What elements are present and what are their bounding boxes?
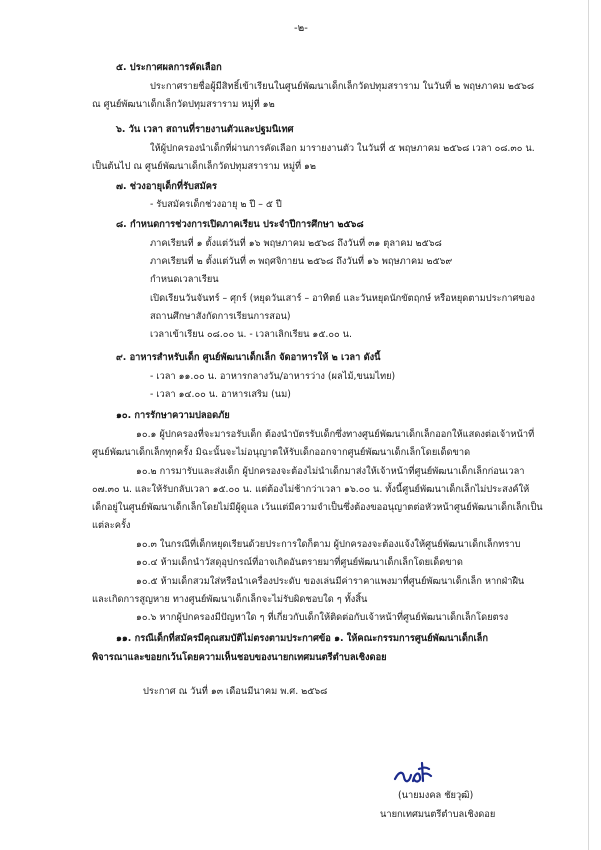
section-10-4: ๑๐.๔ ห้ามเด็กนำวัสดุอุปกรณ์ที่อาจเกิดอันตรายมาที่ศูนย์พัฒนาเด็กเล็กโดยเด็ดขาด [136, 557, 463, 568]
section-11-line-1: ๑๑. กรณีเด็กที่สมัครมีคุณสมบัติไม่ตรงตามประกาศข้อ ๑. ให้คณะกรรมการศูนย์พัฒนาเด็กเล็ก [116, 633, 489, 644]
signer-name: (นายมงคล ชัยวุฒิ) [398, 790, 474, 801]
section-8-heading: ๘. กำหนดการช่วงการเปิดภาคเรียน ประจำปีการศึกษา ๒๕๖๘ [116, 219, 364, 230]
section-8-line-2: ภาคเรียนที่ ๒ ตั้งแต่วันที่ ๓ พฤศจิกายน ๒๕๖๘ ถึงวันที่ ๑๖ พฤษภาคม ๒๕๖๙ [150, 256, 453, 267]
section-8-line-4: เปิดเรียนวันจันทร์ – ศุกร์ (หยุดวันเสาร์ – อาทิตย์ และวันหยุดนักขัตฤกษ์ หรือหยุดตามประกาศของ [150, 293, 535, 304]
section-6-heading: ๖. วัน เวลา สถานที่รายงานตัวและปฐมนิเทศ [116, 124, 294, 135]
section-10-2-line-2: ๐๗.๓๐ น. และให้รับกลับเวลา ๑๕.๐๐ น. แต่ต้องไม่ช้ากว่าเวลา ๑๖.๐๐ น. ทั้งนี้ศูนย์พัฒนาเด็กเล็กไม่ประสงค์ให้ [92, 484, 530, 495]
section-10-1-line-2: ศูนย์พัฒนาเด็กเล็กทุกครั้ง มิฉะนั้นจะไม่อนุญาตให้รับเด็กออกจากศูนย์พัฒนาเด็กเล็กโดยเด็ดขาด [92, 447, 471, 458]
section-9-line-1: - เวลา ๑๑.๐๐ น. อาหารกลางวัน/อาหารว่าง (ผลไม้,ขนมไทย) [150, 371, 396, 382]
section-10-2-line-4: แต่ละครั้ง [92, 520, 131, 531]
section-9-line-2: - เวลา ๑๔.๐๐ น. อาหารเสริม (นม) [150, 389, 291, 400]
section-6-line-2: เป็นต้นไป ณ ศูนย์พัฒนาเด็กเล็กวัดปทุมสราราม หมู่ที่ ๑๒ [92, 161, 317, 172]
section-5-heading: ๕. ประกาศผลการคัดเลือก [116, 62, 222, 73]
section-8-line-1: ภาคเรียนที่ ๑ ตั้งแต่วันที่ ๑๖ พฤษภาคม ๒๕๖๘ ถึงวันที่ ๓๑ ตุลาคม ๒๕๖๘ [150, 238, 442, 249]
scan-edge [588, 0, 589, 850]
section-10-1-line-1: ๑๐.๑ ผู้ปกครองที่จะมารอรับเด็ก ต้องนำบัตรรับเด็กซึ่งทางศูนย์พัฒนาเด็กเล็กออกให้แสดงต่อเจ้าหน้าที่ [136, 429, 535, 440]
section-10-2-line-3: เด็กอยู่ในศูนย์พัฒนาเด็กเล็กโดยไม่มีผู้ดูแล เว้นแต่มีความจำเป็นซึ่งต้องขออนุญาตต่อหัวหน้าศูนย์พัฒนาเด็กเล็กเป็น [92, 502, 543, 513]
section-10-5-line-2: และเกิดการสูญหาย ทางศูนย์พัฒนาเด็กเล็กจะไม่รับผิดชอบใด ๆ ทั้งสิ้น [92, 594, 368, 605]
section-7-heading: ๗. ช่วงอายุเด็กที่รับสมัคร [116, 181, 217, 192]
section-10-3: ๑๐.๓ ในกรณีที่เด็กหยุดเรียนด้วยประการใดก็ตาม ผู้ปกครองจะต้องแจ้งให้ศูนย์พัฒนาเด็กเล็กทราบ [136, 539, 521, 550]
signer-position: นายกเทศมนตรีตำบลเชิงดอย [380, 809, 496, 820]
section-7-line-1: - รับสมัครเด็กช่วงอายุ ๒ ปี – ๕ ปี [150, 199, 282, 210]
section-11-line-2: พิจารณาและขอยกเว้นโดยความเห็นชอบของนายกเทศมนตรีตำบลเชิงดอย [92, 652, 387, 663]
section-10-2-line-1: ๑๐.๒ การมารับและส่งเด็ก ผู้ปกครองจะต้องไม่นำเด็กมาส่งให้เจ้าหน้าที่ศูนย์พัฒนาเด็กเล็กก่อนเวลา [136, 466, 525, 477]
section-10-5-line-1: ๑๐.๕ ห้ามเด็กสวมใส่หรือนำเครื่องประดับ ของเล่นมีค่าราคาแพงมาที่ศูนย์พัฒนาเด็กเล็ก หากฝ่าฝืน [136, 576, 525, 587]
section-5-line-2: ณ ศูนย์พัฒนาเด็กเล็กวัดปทุมสราราม หมู่ที่ ๑๒ [92, 99, 275, 110]
page-number: -๒- [294, 23, 308, 34]
section-8-line-5: สถานศึกษาสังกัดการเรียนการสอน) [150, 311, 291, 322]
signature-image [393, 757, 435, 787]
section-6-line-1: ให้ผู้ปกครองนำเด็กที่ผ่านการคัดเลือก มารายงานตัว ในวันที่ ๕ พฤษภาคม ๒๕๖๘ เวลา ๐๘.๓๐ น. [150, 143, 535, 154]
section-8-line-6: เวลาเข้าเรียน ๐๘.๐๐ น. - เวลาเลิกเรียน ๑๕.๐๐ น. [150, 329, 352, 340]
section-10-6: ๑๐.๖ หากผู้ปกครองมีปัญหาใด ๆ ที่เกี่ยวกับเด็กให้ติดต่อกับเจ้าหน้าที่ศูนย์พัฒนาเด็กเล็กโดยตรง [136, 612, 509, 623]
section-9-heading: ๙. อาหารสำหรับเด็ก ศูนย์พัฒนาเด็กเล็ก จัดอาหารให้ ๒ เวลา ดังนี้ [116, 352, 381, 363]
section-5-line-1: ประกาศรายชื่อผู้มีสิทธิ์เข้าเรียนในศูนย์พัฒนาเด็กเล็กวัดปทุมสราราม ในวันที่ ๒ พฤษภาคม ๒๕๖๘ [150, 81, 535, 92]
section-8-line-3: กำหนดเวลาเรียน [150, 274, 219, 285]
section-10-heading: ๑๐. การรักษาความปลอดภัย [116, 410, 230, 421]
announcement-date: ประกาศ ณ วันที่ ๑๓ เดือนมีนาคม พ.ศ. ๒๕๖๘ [143, 686, 328, 697]
